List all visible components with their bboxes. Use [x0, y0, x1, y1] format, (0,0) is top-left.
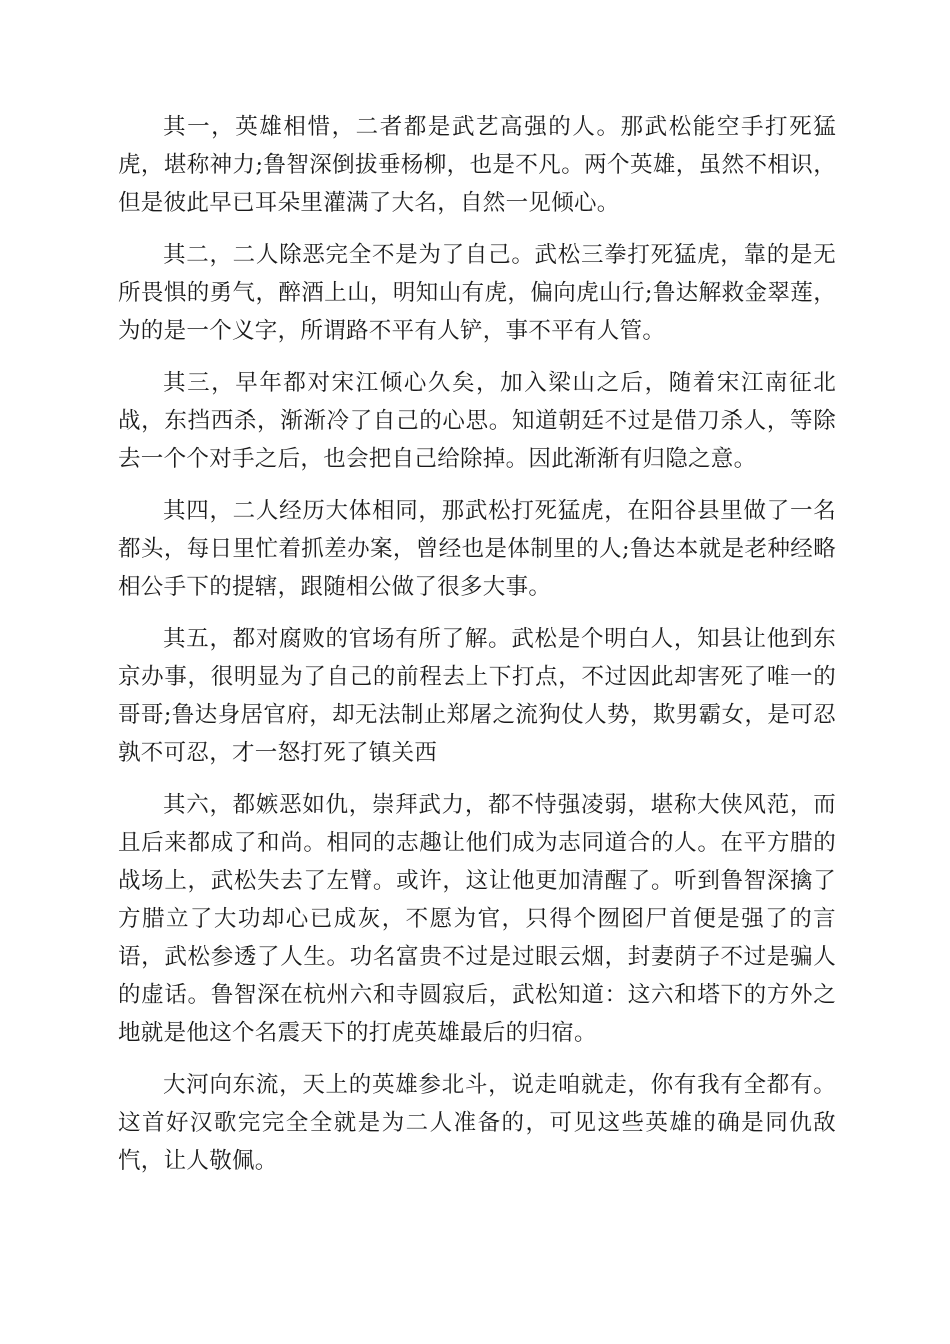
paragraph-4: 其四，二人经历大体相同，那武松打死猛虎，在阳谷县里做了一名都头，每日里忙着抓差办案，曾经也是体制里的人;鲁达本就是老种经略相公手下的提辖，跟随相公做了很多大事。	[118, 498, 836, 600]
paragraph-6: 其六，都嫉恶如仇，崇拜武力，都不恃强凌弱，堪称大侠风范，而且后来都成了和尚。相同的志趣让他们成为志同道合的人。在平方腊的战场上，武松失去了左臂。或许，这让他更加清醒了。听到鲁智深擒了方腊立了大功却心已成灰，不愿为官，只得个囫囵尸首便是强了的言语，武松参透了人生。功名富贵不过是过眼云烟，封妻荫子不过是骗人的虚话。鲁智深在杭州六和寺圆寂后，武松知道：这六和塔下的方外之地就是他这个名震天下的打虎英雄最后的归宿。	[118, 792, 836, 1046]
paragraph-3: 其三，早年都对宋江倾心久矣，加入梁山之后，随着宋江南征北战，东挡西杀，渐渐冷了自己的心思。知道朝廷不过是借刀杀人，等除去一个个对手之后，也会把自己给除掉。因此渐渐有归隐之意。	[118, 370, 836, 472]
document-body	[118, 108, 836, 1194]
paragraph-7: 大河向东流，天上的英雄参北斗，说走咱就走，你有我有全都有。这首好汉歌完完全全就是为二人准备的，可见这些英雄的确是同仇敌忾，让人敬佩。	[118, 1072, 836, 1174]
paragraph-5: 其五，都对腐败的官场有所了解。武松是个明白人，知县让他到东京办事，很明显为了自己的前程去上下打点，不过因此却害死了唯一的哥哥;鲁达身居官府，却无法制止郑屠之流狗仗人势，欺男霸女，是可忍孰不可忍，才一怒打死了镇关西	[118, 626, 836, 766]
paragraph-2: 其二，二人除恶完全不是为了自己。武松三拳打死猛虎，靠的是无所畏惧的勇气，醉酒上山，明知山有虎，偏向虎山行;鲁达解救金翠莲，为的是一个义字，所谓路不平有人铲，事不平有人管。	[118, 242, 836, 344]
paragraph-1: 其一，英雄相惜，二者都是武艺高强的人。那武松能空手打死猛虎，堪称神力;鲁智深倒拔垂杨柳，也是不凡。两个英雄，虽然不相识，但是彼此早已耳朵里灌满了大名，自然一见倾心。	[118, 114, 836, 216]
